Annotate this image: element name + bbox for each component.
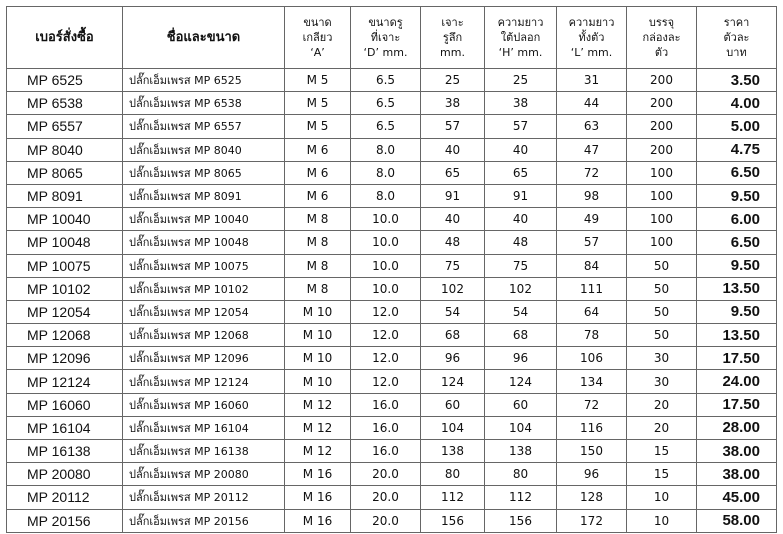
table-row: [7, 393, 777, 416]
total-length-cell: 57: [557, 231, 627, 254]
drill-size-cell: 12.0: [351, 300, 421, 323]
header-depth-line1: เจาะ: [441, 16, 464, 29]
unit-price-cell: 45.00: [697, 486, 777, 509]
header-thread: [285, 7, 351, 69]
drill-depth-cell: 25: [421, 69, 485, 92]
total-length-cell: 128: [557, 486, 627, 509]
product-name-cell: ปลั๊กเอ็มเพรส MP 8040: [123, 138, 285, 161]
unit-price-cell: 6.00: [697, 208, 777, 231]
order-code-cell: MP 8091: [7, 184, 123, 207]
header-under-line3: ‘H’ mm.: [498, 46, 543, 59]
total-length-cell: 72: [557, 161, 627, 184]
order-code-cell: MP 12096: [7, 347, 123, 370]
table-row: [7, 254, 777, 277]
table-row: [7, 486, 777, 509]
drill-size-cell: 8.0: [351, 138, 421, 161]
price-table-container: [6, 6, 776, 529]
pack-qty-cell: 100: [627, 231, 697, 254]
pack-qty-cell: 20: [627, 393, 697, 416]
total-length-cell: 172: [557, 509, 627, 532]
drill-size-cell: 8.0: [351, 184, 421, 207]
drill-depth-cell: 124: [421, 370, 485, 393]
drill-depth-cell: 156: [421, 509, 485, 532]
header-depth-line3: mm.: [440, 46, 465, 59]
order-code-cell: MP 10075: [7, 254, 123, 277]
header-under-line2: ใต้ปลอก: [500, 31, 541, 44]
pack-qty-cell: 15: [627, 440, 697, 463]
unit-price-cell: 4.75: [697, 138, 777, 161]
header-price-line2: ตัวละ: [723, 31, 750, 44]
header-thread-line3: ‘A’: [310, 46, 325, 59]
unit-price-cell: 4.00: [697, 92, 777, 115]
drill-depth-cell: 75: [421, 254, 485, 277]
header-depth-line2: รูลึก: [442, 31, 463, 44]
total-length-cell: 63: [557, 115, 627, 138]
under-length-cell: 25: [485, 69, 557, 92]
order-code-cell: MP 16060: [7, 393, 123, 416]
drill-depth-cell: 80: [421, 463, 485, 486]
order-code-cell: MP 20112: [7, 486, 123, 509]
thread-size-cell: M 8: [285, 254, 351, 277]
thread-size-cell: M 10: [285, 347, 351, 370]
table-row: [7, 324, 777, 347]
product-name-cell: ปลั๊กเอ็มเพรส MP 16104: [123, 416, 285, 439]
drill-depth-cell: 65: [421, 161, 485, 184]
drill-depth-cell: 40: [421, 138, 485, 161]
order-code-cell: MP 10048: [7, 231, 123, 254]
header-length-line2: ทั้งตัว: [578, 31, 605, 44]
pack-qty-cell: 100: [627, 161, 697, 184]
header-row: [7, 7, 777, 69]
under-length-cell: 102: [485, 277, 557, 300]
header-pack-line3: ตัว: [654, 46, 669, 59]
pack-qty-cell: 50: [627, 277, 697, 300]
drill-size-cell: 6.5: [351, 69, 421, 92]
table-row: [7, 115, 777, 138]
drill-depth-cell: 68: [421, 324, 485, 347]
unit-price-cell: 9.50: [697, 184, 777, 207]
product-name-cell: ปลั๊กเอ็มเพรส MP 8091: [123, 184, 285, 207]
pack-qty-cell: 15: [627, 463, 697, 486]
total-length-cell: 116: [557, 416, 627, 439]
product-name-cell: ปลั๊กเอ็มเพรส MP 6525: [123, 69, 285, 92]
product-name-cell: ปลั๊กเอ็มเพรส MP 6538: [123, 92, 285, 115]
table-row: [7, 208, 777, 231]
drill-size-cell: 16.0: [351, 416, 421, 439]
order-code-cell: MP 6525: [7, 69, 123, 92]
thread-size-cell: M 10: [285, 300, 351, 323]
header-price-line1: ราคา: [723, 16, 750, 29]
header-pack-line1: บรรจุ: [648, 16, 675, 29]
product-name-cell: ปลั๊กเอ็มเพรส MP 12096: [123, 347, 285, 370]
pack-qty-cell: 200: [627, 69, 697, 92]
drill-depth-cell: 96: [421, 347, 485, 370]
drill-size-cell: 20.0: [351, 509, 421, 532]
header-price: [697, 7, 777, 69]
pack-qty-cell: 100: [627, 184, 697, 207]
table-row: [7, 300, 777, 323]
unit-price-cell: 13.50: [697, 324, 777, 347]
drill-size-cell: 16.0: [351, 440, 421, 463]
unit-price-cell: 3.50: [697, 69, 777, 92]
total-length-cell: 49: [557, 208, 627, 231]
pack-qty-cell: 200: [627, 138, 697, 161]
unit-price-cell: 38.00: [697, 463, 777, 486]
drill-size-cell: 6.5: [351, 115, 421, 138]
order-code-cell: MP 12054: [7, 300, 123, 323]
table-row: [7, 416, 777, 439]
pack-qty-cell: 100: [627, 208, 697, 231]
drill-depth-cell: 48: [421, 231, 485, 254]
drill-depth-cell: 40: [421, 208, 485, 231]
table-row: [7, 370, 777, 393]
product-name-cell: ปลั๊กเอ็มเพรส MP 20156: [123, 509, 285, 532]
table-row: [7, 347, 777, 370]
under-length-cell: 75: [485, 254, 557, 277]
thread-size-cell: M 12: [285, 393, 351, 416]
order-code-cell: MP 8065: [7, 161, 123, 184]
product-name-cell: ปลั๊กเอ็มเพรส MP 10040: [123, 208, 285, 231]
unit-price-cell: 24.00: [697, 370, 777, 393]
header-under-length: [485, 7, 557, 69]
drill-size-cell: 12.0: [351, 370, 421, 393]
under-length-cell: 65: [485, 161, 557, 184]
pack-qty-cell: 50: [627, 324, 697, 347]
pack-qty-cell: 50: [627, 300, 697, 323]
drill-size-cell: 20.0: [351, 486, 421, 509]
thread-size-cell: M 16: [285, 463, 351, 486]
table-row: [7, 463, 777, 486]
under-length-cell: 40: [485, 138, 557, 161]
thread-size-cell: M 10: [285, 370, 351, 393]
table-row: [7, 440, 777, 463]
product-name-cell: ปลั๊กเอ็มเพรส MP 10075: [123, 254, 285, 277]
product-name-cell: ปลั๊กเอ็มเพรส MP 6557: [123, 115, 285, 138]
total-length-cell: 64: [557, 300, 627, 323]
header-length-line3: ‘L’ mm.: [570, 46, 613, 59]
unit-price-cell: 9.50: [697, 254, 777, 277]
total-length-cell: 72: [557, 393, 627, 416]
product-name-cell: ปลั๊กเอ็มเพรส MP 12068: [123, 324, 285, 347]
drill-size-cell: 16.0: [351, 393, 421, 416]
pack-qty-cell: 20: [627, 416, 697, 439]
total-length-cell: 106: [557, 347, 627, 370]
drill-depth-cell: 91: [421, 184, 485, 207]
product-name-cell: ปลั๊กเอ็มเพรส MP 12054: [123, 300, 285, 323]
under-length-cell: 156: [485, 509, 557, 532]
under-length-cell: 112: [485, 486, 557, 509]
product-name-cell: ปลั๊กเอ็มเพรส MP 10048: [123, 231, 285, 254]
pack-qty-cell: 10: [627, 486, 697, 509]
unit-price-cell: 58.00: [697, 509, 777, 532]
pack-qty-cell: 10: [627, 509, 697, 532]
price-table: [6, 6, 777, 533]
header-drill: [351, 7, 421, 69]
drill-size-cell: 10.0: [351, 277, 421, 300]
thread-size-cell: M 5: [285, 92, 351, 115]
table-row: [7, 277, 777, 300]
under-length-cell: 68: [485, 324, 557, 347]
order-code-cell: MP 20080: [7, 463, 123, 486]
under-length-cell: 124: [485, 370, 557, 393]
header-pack: [627, 7, 697, 69]
product-name-cell: ปลั๊กเอ็มเพรส MP 16138: [123, 440, 285, 463]
drill-depth-cell: 38: [421, 92, 485, 115]
under-length-cell: 96: [485, 347, 557, 370]
thread-size-cell: M 12: [285, 416, 351, 439]
table-row: [7, 138, 777, 161]
header-depth: [421, 7, 485, 69]
drill-depth-cell: 112: [421, 486, 485, 509]
thread-size-cell: M 6: [285, 184, 351, 207]
under-length-cell: 104: [485, 416, 557, 439]
table-body: [7, 69, 777, 533]
product-name-cell: ปลั๊กเอ็มเพรส MP 8065: [123, 161, 285, 184]
total-length-cell: 96: [557, 463, 627, 486]
thread-size-cell: M 10: [285, 324, 351, 347]
product-name-cell: ปลั๊กเอ็มเพรส MP 16060: [123, 393, 285, 416]
table-row: [7, 69, 777, 92]
pack-qty-cell: 50: [627, 254, 697, 277]
total-length-cell: 111: [557, 277, 627, 300]
table-row: [7, 184, 777, 207]
drill-size-cell: 10.0: [351, 231, 421, 254]
unit-price-cell: 6.50: [697, 231, 777, 254]
under-length-cell: 80: [485, 463, 557, 486]
thread-size-cell: M 6: [285, 161, 351, 184]
drill-size-cell: 20.0: [351, 463, 421, 486]
drill-depth-cell: 138: [421, 440, 485, 463]
order-code-cell: MP 12068: [7, 324, 123, 347]
total-length-cell: 84: [557, 254, 627, 277]
header-under-line1: ความยาว: [497, 16, 544, 29]
unit-price-cell: 5.00: [697, 115, 777, 138]
order-code-cell: MP 8040: [7, 138, 123, 161]
product-name-cell: ปลั๊กเอ็มเพรส MP 20080: [123, 463, 285, 486]
drill-size-cell: 12.0: [351, 347, 421, 370]
product-name-cell: ปลั๊กเอ็มเพรส MP 12124: [123, 370, 285, 393]
thread-size-cell: M 16: [285, 509, 351, 532]
thread-size-cell: M 5: [285, 115, 351, 138]
thread-size-cell: M 6: [285, 138, 351, 161]
pack-qty-cell: 200: [627, 92, 697, 115]
header-pack-line2: กล่องละ: [642, 31, 681, 44]
under-length-cell: 38: [485, 92, 557, 115]
drill-size-cell: 8.0: [351, 161, 421, 184]
drill-depth-cell: 57: [421, 115, 485, 138]
drill-size-cell: 10.0: [351, 208, 421, 231]
order-code-cell: MP 6557: [7, 115, 123, 138]
total-length-cell: 44: [557, 92, 627, 115]
total-length-cell: 150: [557, 440, 627, 463]
under-length-cell: 40: [485, 208, 557, 231]
product-name-cell: ปลั๊กเอ็มเพรส MP 10102: [123, 277, 285, 300]
total-length-cell: 47: [557, 138, 627, 161]
order-code-cell: MP 16104: [7, 416, 123, 439]
unit-price-cell: 28.00: [697, 416, 777, 439]
drill-size-cell: 6.5: [351, 92, 421, 115]
unit-price-cell: 38.00: [697, 440, 777, 463]
product-name-cell: ปลั๊กเอ็มเพรส MP 20112: [123, 486, 285, 509]
drill-depth-cell: 54: [421, 300, 485, 323]
header-drill-line2: ที่เจาะ: [370, 31, 401, 44]
under-length-cell: 54: [485, 300, 557, 323]
unit-price-cell: 6.50: [697, 161, 777, 184]
unit-price-cell: 17.50: [697, 393, 777, 416]
drill-size-cell: 10.0: [351, 254, 421, 277]
table-row: [7, 161, 777, 184]
drill-depth-cell: 102: [421, 277, 485, 300]
total-length-cell: 134: [557, 370, 627, 393]
pack-qty-cell: 30: [627, 347, 697, 370]
pack-qty-cell: 200: [627, 115, 697, 138]
order-code-cell: MP 16138: [7, 440, 123, 463]
order-code-cell: MP 20156: [7, 509, 123, 532]
thread-size-cell: M 8: [285, 208, 351, 231]
header-length-line1: ความยาว: [568, 16, 615, 29]
under-length-cell: 57: [485, 115, 557, 138]
header-drill-line1: ขนาดรู: [368, 16, 403, 29]
total-length-cell: 31: [557, 69, 627, 92]
drill-size-cell: 12.0: [351, 324, 421, 347]
under-length-cell: 91: [485, 184, 557, 207]
table-row: [7, 231, 777, 254]
drill-depth-cell: 104: [421, 416, 485, 439]
under-length-cell: 60: [485, 393, 557, 416]
unit-price-cell: 17.50: [697, 347, 777, 370]
drill-depth-cell: 60: [421, 393, 485, 416]
thread-size-cell: M 8: [285, 231, 351, 254]
total-length-cell: 98: [557, 184, 627, 207]
thread-size-cell: M 8: [285, 277, 351, 300]
total-length-cell: 78: [557, 324, 627, 347]
unit-price-cell: 9.50: [697, 300, 777, 323]
pack-qty-cell: 30: [627, 370, 697, 393]
order-code-cell: MP 6538: [7, 92, 123, 115]
thread-size-cell: M 16: [285, 486, 351, 509]
order-code-cell: MP 10102: [7, 277, 123, 300]
header-name-size: ชื่อและขนาด: [123, 7, 285, 69]
header-order-no: เบอร์สั่งซื้อ: [7, 7, 123, 69]
thread-size-cell: M 12: [285, 440, 351, 463]
order-code-cell: MP 10040: [7, 208, 123, 231]
thread-size-cell: M 5: [285, 69, 351, 92]
header-drill-line3: ‘D’ mm.: [363, 46, 408, 59]
order-code-cell: MP 12124: [7, 370, 123, 393]
under-length-cell: 138: [485, 440, 557, 463]
unit-price-cell: 13.50: [697, 277, 777, 300]
under-length-cell: 48: [485, 231, 557, 254]
table-row: [7, 92, 777, 115]
header-thread-line1: ขนาด: [303, 16, 332, 29]
header-total-length: [557, 7, 627, 69]
header-price-line3: บาท: [726, 46, 747, 59]
header-thread-line2: เกลียว: [302, 31, 333, 44]
table-row: [7, 509, 777, 532]
